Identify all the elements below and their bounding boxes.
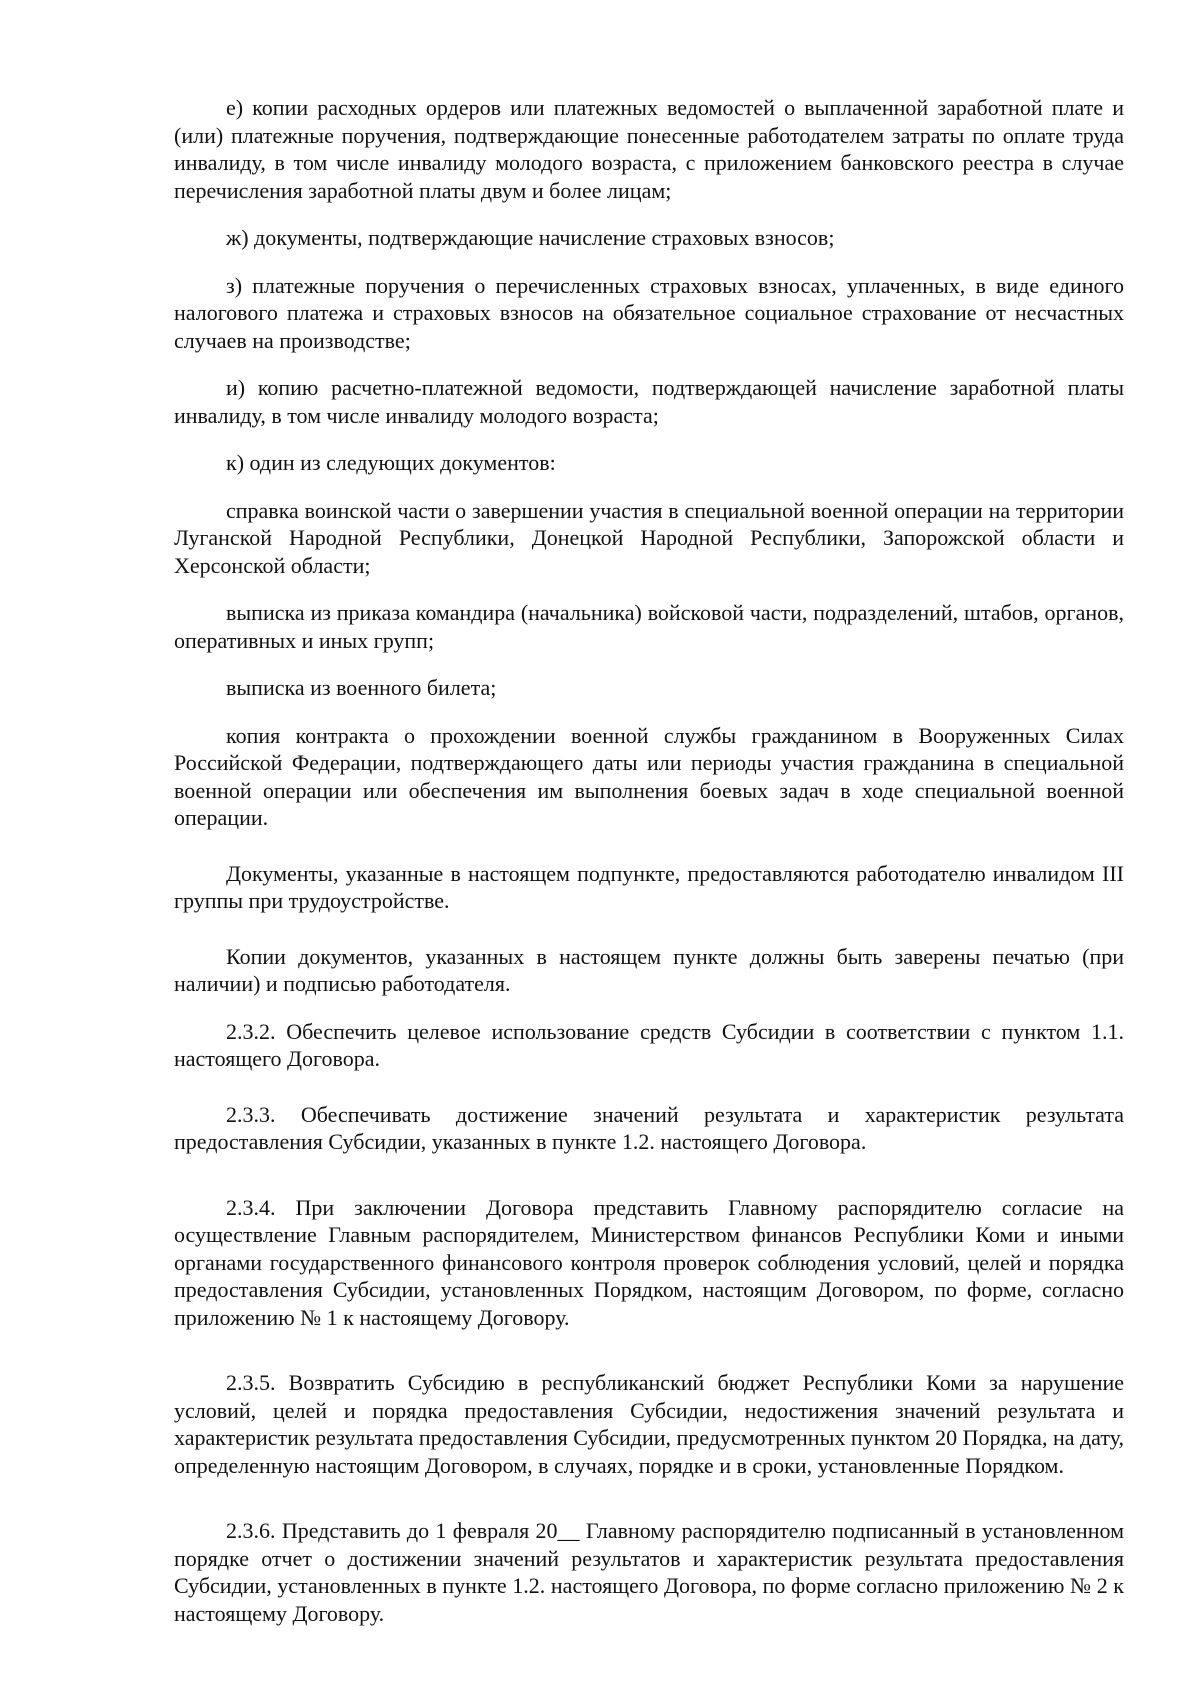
document-body — [174, 94, 1124, 1647]
paragraph-i-payroll-copy: и) копию расчетно-платежной ведомости, подтверждающей начисление заработной платы инвалиду, в том числе инвалиду молодого возраста; — [174, 375, 1124, 428]
paragraph-documents-provided: Документы, указанные в настоящем подпункте, предоставляются работодателю инвалидом III группы при трудоустройстве. — [174, 860, 1124, 913]
paragraph-k-one-of-documents: к) один из следующих документов: — [226, 450, 556, 475]
paragraph-2-3-5: 2.3.5. Возвратить Субсидию в республиканский бюджет Республики Коми за нарушение условий, целей и порядка предоставления Субсидии, недостижения значений результата и характеристик результата предоставления Субсидии, предусмотренных пунктом 20 Порядка, на дату, определенную настоящим Договором, в случаях, порядке и в сроки, установленные Порядком. — [174, 1370, 1124, 1478]
paragraph-commander-order-extract: выписка из приказа командира (начальника) войсковой части, подразделений, штабов, органов, оперативных и иных групп; — [174, 600, 1124, 653]
paragraph-2-3-3: 2.3.3. Обеспечивать достижение значений результата и характеристик результата предоставления Субсидии, указанных в пункте 1.2. настоящего Договора. — [174, 1101, 1124, 1154]
paragraph-z-payment-orders: з) платежные поручения о перечисленных страховых взносах, уплаченных, в виде единого налогового платежа и страховых взносов на обязательное социальное страхование от несчастных случаев на производстве; — [174, 272, 1124, 353]
paragraph-military-id-extract: выписка из военного билета; — [226, 675, 497, 700]
paragraph-military-contract-copy: копия контракта о прохождении военной службы гражданином в Вооруженных Силах Российской Федерации, подтверждающего даты или периоды участия гражданина в специальной военной операции или обеспечения им выполнения боевых задач в ходе специальной военной операции. — [174, 722, 1124, 830]
paragraph-2-3-6: 2.3.6. Представить до 1 февраля 20__ Главному распорядителю подписанный в установленном порядке отчет о достижении значений результатов и характеристик результата предоставления Субсидии, установленных в пункте 1.2. настоящего Договора, по форме согласно приложению № 2 к настоящему Договору. — [174, 1518, 1124, 1626]
paragraph-2-3-4: 2.3.4. При заключении Договора представить Главному распорядителю согласие на осуществление Главным распорядителем, Министерством финансов Республики Коми и иными органами государственного финансового контроля проверок соблюдения условий, целей и порядка предоставления Субсидии, установленных Порядком, настоящим Договором, по форме, согласно приложению № 1 к настоящему Договору. — [174, 1194, 1124, 1330]
paragraph-military-unit-certificate: справка воинской части о завершении участия в специальной военной операции на территории Луганской Народной Республики, Донецкой Народной Республики, Запорожской области и Херсонской области; — [174, 497, 1124, 578]
paragraph-zh-insurance-docs: ж) документы, подтверждающие начисление страховых взносов; — [226, 225, 835, 250]
paragraph-e-expense-orders: е) копии расходных ордеров или платежных ведомостей о выплаченной заработной плате и (или) платежные поручения, подтверждающие понесенные работодателем затраты по оплате труда инвалиду, в том числе инвалиду молодого возраста, с приложением банковского реестра в случае перечисления заработной платы двум и более лицам; — [174, 95, 1124, 203]
paragraph-2-3-2: 2.3.2. Обеспечить целевое использование средств Субсидии в соответствии с пунктом 1.1. настоящего Договора. — [174, 1018, 1124, 1071]
paragraph-copies-certified: Копии документов, указанных в настоящем пункте должны быть заверены печатью (при наличии) и подписью работодателя. — [174, 943, 1124, 996]
